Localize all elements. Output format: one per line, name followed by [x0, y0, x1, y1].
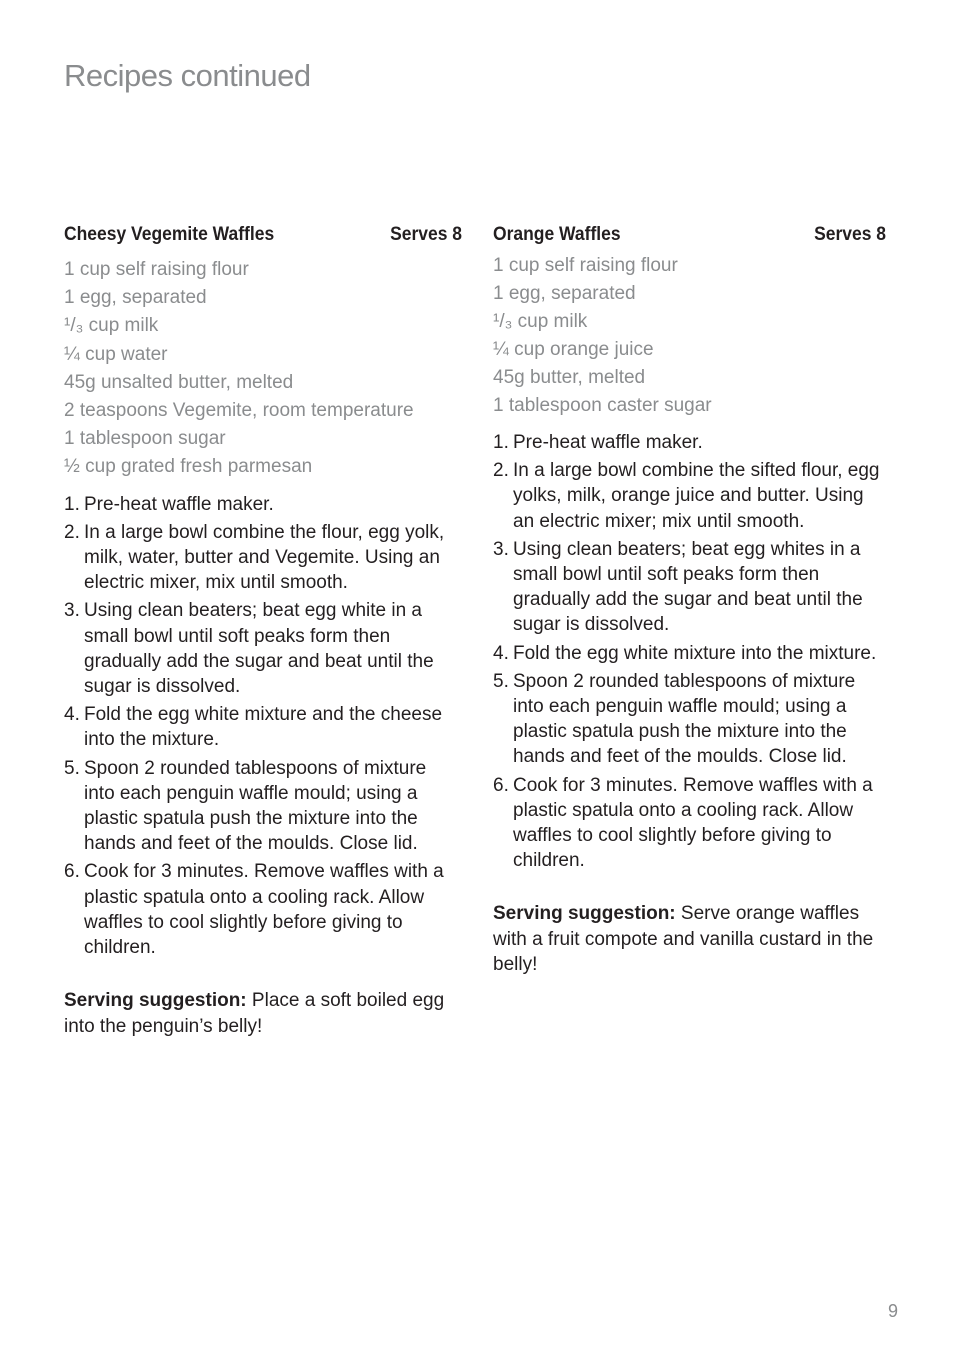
method-step	[64, 598, 462, 699]
ingredient-item: 1 tablespoon sugar	[64, 428, 226, 450]
recipe-header	[493, 222, 886, 248]
ingredient-item: 45g unsalted butter, melted	[64, 371, 294, 393]
serving-suggestion	[493, 901, 886, 978]
recipe-title: Orange Waffles	[493, 224, 621, 245]
ingredient-item: ¼ cup orange juice	[493, 339, 654, 360]
step-number: 6.	[493, 774, 509, 796]
ingredient-item: 1 cup self raising flour	[493, 255, 678, 276]
step-text: Cook for 3 minutes. Remove waffles with a plastic spatula onto a cooling rack. Allow waffles to cool slightly before giving to children.	[513, 774, 873, 872]
ingredient-item: 1 tablespoon caster sugar	[493, 395, 712, 416]
method-steps	[64, 492, 462, 961]
recipe-title: Cheesy Vegemite Waffles	[64, 224, 275, 245]
method-step	[64, 859, 462, 960]
method-step	[493, 458, 886, 534]
method-step	[64, 756, 462, 857]
step-number: 4.	[493, 642, 509, 664]
step-text: Fold the egg white mixture into the mixture.	[513, 642, 877, 664]
method-step	[64, 702, 462, 752]
method-step	[64, 492, 462, 517]
ingredient-item: ¹/₃ cup milk	[64, 315, 159, 337]
method-step	[493, 430, 886, 455]
step-number: 4.	[64, 704, 80, 726]
ingredient-item: ½ cup grated fresh parmesan	[64, 456, 313, 478]
ingredient-item: 2 teaspoons Vegemite, room temperature	[64, 400, 414, 422]
step-number: 3.	[64, 600, 80, 622]
ingredient-item: 1 cup self raising flour	[64, 259, 249, 280]
method-step	[493, 641, 886, 666]
recipe-cheesy-vegemite	[64, 222, 462, 1058]
ingredient-list	[64, 256, 462, 482]
serving-suggestion	[64, 988, 462, 1039]
step-number: 1.	[64, 493, 80, 515]
step-text: Cook for 3 minutes. Remove waffles with a plastic spatula onto a cooling rack. Allow waffles to cool slightly before giving to children.	[84, 861, 444, 959]
step-text: Pre-heat waffle maker.	[513, 432, 703, 453]
step-text: In a large bowl combine the sifted flour, egg yolks, milk, orange juice and butter. Using an electric mixer; mix until smooth.	[513, 460, 880, 532]
recipe-serves: Serves 8	[814, 224, 887, 245]
page-title: Recipes continued	[64, 58, 311, 93]
method-steps	[493, 430, 886, 873]
ingredient-list	[493, 252, 886, 420]
step-number: 3.	[493, 538, 509, 560]
step-number: 1.	[493, 432, 509, 453]
step-number: 5.	[493, 670, 509, 692]
serving-label: Serving suggestion:	[64, 990, 247, 1012]
ingredient-item: ¼ cup water	[64, 343, 168, 365]
serving-text: Serve orange waffles with a fruit compote and vanilla custard in the belly!	[493, 903, 874, 976]
ingredient-item: 1 egg, separated	[64, 287, 207, 309]
recipe-header	[64, 222, 462, 248]
ingredient-item: 1 egg, separated	[493, 283, 636, 304]
ingredient-item: ¹/₃ cup milk	[493, 311, 588, 332]
ingredient-item: 45g butter, melted	[493, 367, 646, 388]
method-step	[64, 520, 462, 596]
step-number: 5.	[64, 757, 80, 779]
recipe-serves: Serves 8	[390, 224, 463, 245]
step-text: In a large bowl combine the flour, egg yolk, milk, water, butter and Vegemite. Using an electric mixer, mix until smooth.	[84, 521, 445, 594]
recipe-orange-waffles	[493, 222, 886, 997]
serving-text: Place a soft boiled egg into the penguin’s belly!	[64, 990, 445, 1037]
method-step	[493, 537, 886, 638]
step-number: 2.	[493, 460, 509, 482]
method-step	[493, 669, 886, 770]
method-step	[493, 773, 886, 874]
step-text: Using clean beaters; beat egg white in a small bowl until soft peaks form then gradually add the sugar and beat until the sugar is dissolved.	[84, 600, 434, 698]
step-text: Pre-heat waffle maker.	[84, 493, 274, 515]
step-number: 2.	[64, 521, 80, 543]
serving-label: Serving suggestion:	[493, 903, 676, 925]
page-number: 9	[888, 1301, 899, 1321]
step-text: Spoon 2 rounded tablespoons of mixture into each penguin waffle mould; using a plastic spatula push the mixture into the hands and feet of the moulds. Close lid.	[513, 670, 856, 768]
step-number: 6.	[64, 861, 80, 883]
step-text: Fold the egg white mixture and the cheese into the mixture.	[84, 704, 443, 751]
step-text: Spoon 2 rounded tablespoons of mixture into each penguin waffle mould; using a plastic spatula push the mixture into the hands and feet of the moulds. Close lid.	[84, 757, 427, 855]
step-text: Using clean beaters; beat egg whites in a small bowl until soft peaks form then gradually add the sugar and beat until the sugar is dissolved.	[513, 538, 863, 636]
